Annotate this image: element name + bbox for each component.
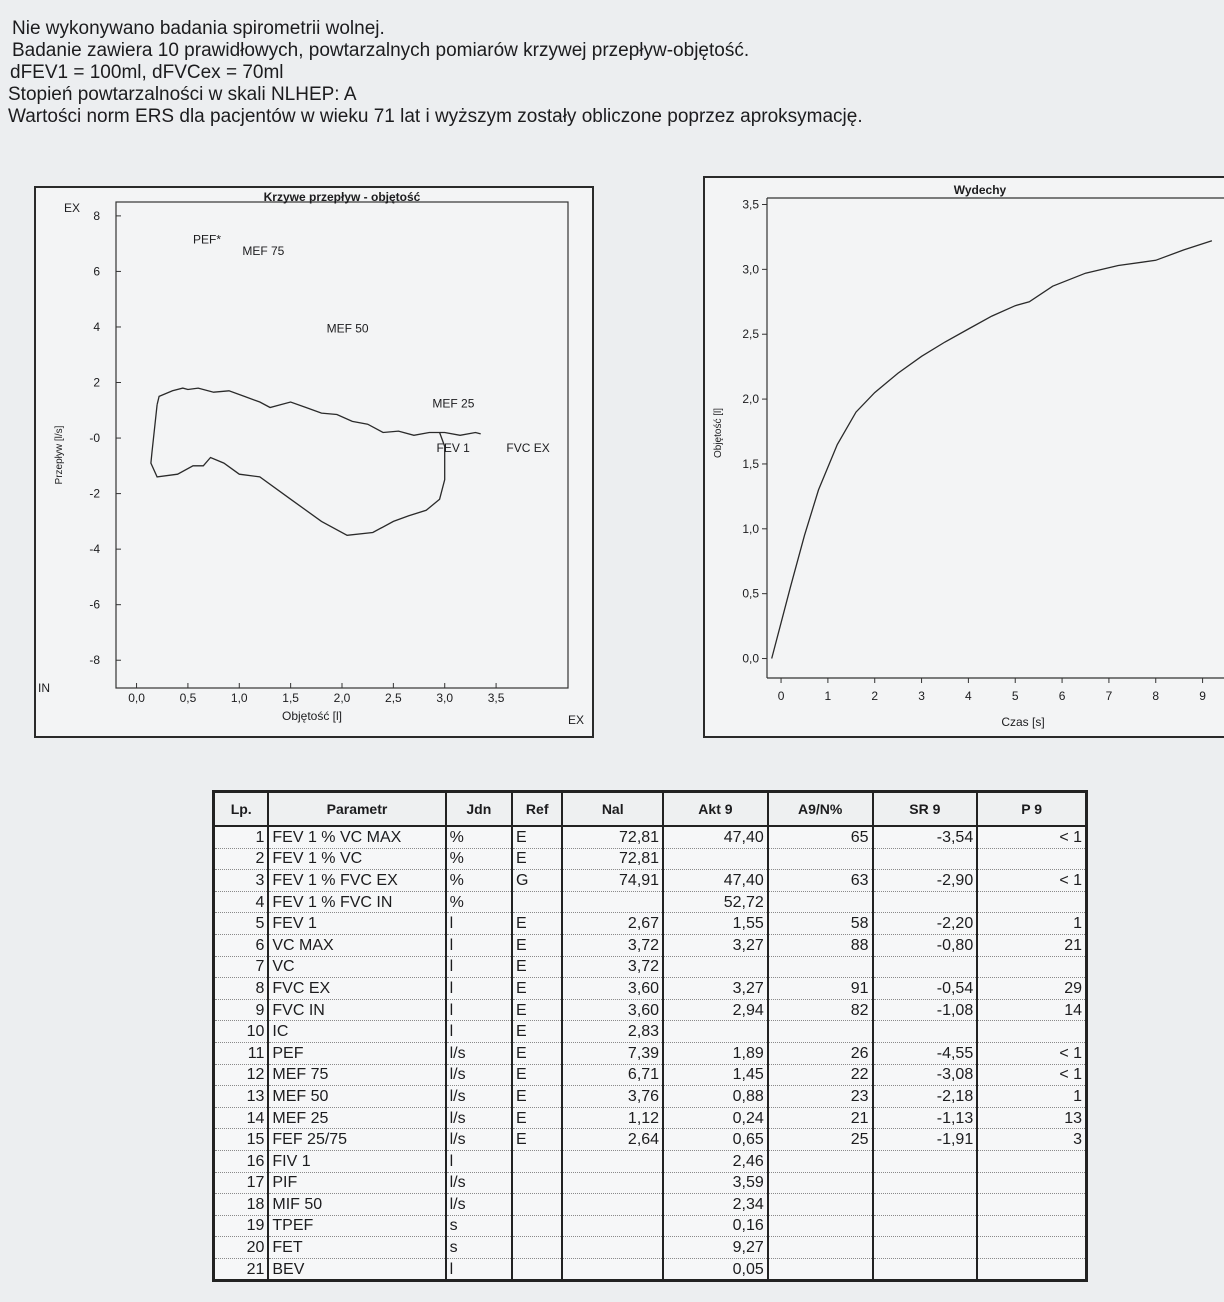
sr-value: -0,80 [873, 934, 978, 956]
predicted-value: 6,71 [562, 1064, 663, 1086]
reference [512, 1150, 562, 1172]
predicted-value: 1,12 [562, 1107, 663, 1129]
y-tick-label: -8 [89, 653, 100, 668]
table-row [214, 1064, 1087, 1086]
header-line: Badanie zawiera 10 prawidłowych, powtarzalnych pomiarów krzywej przepływ-objętość. [12, 40, 750, 61]
parameter-name: VC [268, 956, 445, 978]
x-tick-label: 1,0 [230, 691, 248, 705]
actual-value: 0,05 [663, 1258, 768, 1281]
percent-predicted [768, 1237, 873, 1259]
percent-predicted: 63 [768, 870, 873, 892]
x-tick-label: 2,0 [333, 691, 351, 705]
unit: l/s [446, 1107, 512, 1129]
reference: E [512, 1064, 562, 1086]
row-number: 15 [214, 1129, 269, 1151]
predicted-value: 2,67 [562, 913, 663, 935]
actual-value: 0,65 [663, 1129, 768, 1151]
p-value: 1 [977, 913, 1086, 935]
header-line: Wartości norm ERS dla pacjentów w wieku 71 lat i wyższym zostały obliczone poprzez aproksymację. [8, 106, 863, 127]
percent-predicted [768, 848, 873, 870]
reference: E [512, 848, 562, 870]
actual-value: 2,94 [663, 999, 768, 1021]
x-tick-label: 7 [1105, 689, 1113, 703]
series-line [772, 241, 1212, 659]
predicted-value [562, 1194, 663, 1216]
unit: l/s [446, 1172, 512, 1194]
percent-predicted [768, 891, 873, 913]
x-tick-label: 8 [1152, 689, 1160, 703]
table-row [214, 1150, 1087, 1172]
predicted-value [562, 1172, 663, 1194]
x-axis-label: Czas [s] [1001, 715, 1045, 729]
parameter-name: FEV 1 % VC MAX [268, 826, 445, 848]
percent-predicted: 22 [768, 1064, 873, 1086]
y-tick-label: 3,0 [742, 262, 759, 277]
parameter-name: VC MAX [268, 934, 445, 956]
table-row [214, 1129, 1087, 1151]
unit: l [446, 978, 512, 1000]
y-tick-label: 6 [93, 264, 100, 279]
reference: E [512, 1042, 562, 1064]
y-tick-label: 1,0 [742, 521, 759, 536]
predicted-value [562, 1215, 663, 1237]
unit: s [446, 1237, 512, 1259]
y-tick-label: 1,5 [742, 456, 759, 471]
table-row [214, 870, 1087, 892]
sr-value [873, 1215, 978, 1237]
reference [512, 1237, 562, 1259]
row-number: 7 [214, 956, 269, 978]
actual-value: 1,45 [663, 1064, 768, 1086]
sr-value [873, 1172, 978, 1194]
p-value: 21 [977, 934, 1086, 956]
p-value: 3 [977, 1129, 1086, 1151]
y-tick-label: -0 [89, 431, 100, 446]
predicted-value: 74,91 [562, 870, 663, 892]
parameter-name: TPEF [268, 1215, 445, 1237]
sr-value: -0,54 [873, 978, 978, 1000]
flow-volume-chart [36, 188, 592, 736]
table-row [214, 956, 1087, 978]
p-value: 1 [977, 1086, 1086, 1108]
percent-predicted: 25 [768, 1129, 873, 1151]
percent-predicted: 88 [768, 934, 873, 956]
col-header: Parametr [268, 792, 445, 827]
marker-label: MEF 25 [432, 396, 475, 411]
table-row [214, 891, 1087, 913]
sr-value: -3,08 [873, 1064, 978, 1086]
unit: % [446, 848, 512, 870]
actual-value: 0,88 [663, 1086, 768, 1108]
p-value [977, 1215, 1086, 1237]
x-tick-label: 1 [824, 689, 832, 703]
unit: l [446, 999, 512, 1021]
reference: E [512, 956, 562, 978]
predicted-value: 7,39 [562, 1042, 663, 1064]
reference: E [512, 934, 562, 956]
percent-predicted [768, 1194, 873, 1216]
marker-label: MEF 50 [326, 321, 369, 336]
unit: l [446, 1150, 512, 1172]
table-row [214, 1258, 1087, 1281]
predicted-value: 3,72 [562, 956, 663, 978]
table-row [214, 1215, 1087, 1237]
reference [512, 1172, 562, 1194]
p-value [977, 1237, 1086, 1259]
percent-predicted [768, 1021, 873, 1043]
table-row [214, 1086, 1087, 1108]
parameter-name: FEV 1 [268, 913, 445, 935]
percent-predicted [768, 1150, 873, 1172]
row-number: 16 [214, 1150, 269, 1172]
unit: % [446, 891, 512, 913]
actual-value: 1,55 [663, 913, 768, 935]
sr-value [873, 1150, 978, 1172]
percent-predicted: 21 [768, 1107, 873, 1129]
marker-label: FVC EX [506, 440, 550, 455]
percent-predicted [768, 1258, 873, 1281]
row-number: 10 [214, 1021, 269, 1043]
x-tick-label: 0 [777, 689, 785, 703]
parameters-table [212, 790, 1088, 1282]
unit: l/s [446, 1194, 512, 1216]
predicted-value: 72,81 [562, 848, 663, 870]
plot-area [116, 202, 568, 688]
sr-value: -2,90 [873, 870, 978, 892]
sr-value [873, 1194, 978, 1216]
reference [512, 1194, 562, 1216]
predicted-value [562, 1258, 663, 1281]
predicted-value: 72,81 [562, 826, 663, 848]
row-number: 1 [214, 826, 269, 848]
unit: l/s [446, 1042, 512, 1064]
unit: l [446, 1021, 512, 1043]
table-row [214, 1042, 1087, 1064]
actual-value: 0,16 [663, 1215, 768, 1237]
parameter-name: MEF 75 [268, 1064, 445, 1086]
table-row [214, 826, 1087, 848]
p-value [977, 1150, 1086, 1172]
col-header: A9/N% [768, 792, 873, 827]
corner-label: IN [38, 681, 50, 695]
y-tick-label: -2 [89, 486, 100, 501]
actual-value: 3,59 [663, 1172, 768, 1194]
parameter-name: MEF 50 [268, 1086, 445, 1108]
reference: E [512, 913, 562, 935]
percent-predicted: 58 [768, 913, 873, 935]
row-number: 20 [214, 1237, 269, 1259]
reference [512, 891, 562, 913]
percent-predicted: 26 [768, 1042, 873, 1064]
actual-value: 47,40 [663, 870, 768, 892]
unit: s [446, 1215, 512, 1237]
parameter-name: MIF 50 [268, 1194, 445, 1216]
p-value [977, 891, 1086, 913]
x-tick-label: 0,0 [128, 691, 145, 705]
unit: l/s [446, 1086, 512, 1108]
sr-value: -1,91 [873, 1129, 978, 1151]
actual-value: 3,27 [663, 978, 768, 1000]
parameter-name: FVC IN [268, 999, 445, 1021]
percent-predicted [768, 1172, 873, 1194]
x-tick-label: 0,5 [179, 691, 197, 705]
y-tick-label: 3,5 [742, 197, 759, 212]
y-tick-label: 2,5 [742, 327, 759, 342]
y-axis-label: Przepływ [l/s] [54, 425, 65, 485]
y-tick-label: 8 [93, 208, 100, 223]
corner-label: EX [64, 201, 81, 215]
sr-value [873, 1237, 978, 1259]
p-value [977, 1258, 1086, 1281]
parameter-name: FEV 1 % VC [268, 848, 445, 870]
table-row [214, 934, 1087, 956]
row-number: 2 [214, 848, 269, 870]
header-line: Nie wykonywano badania spirometrii wolnej. [12, 18, 385, 39]
reference [512, 1215, 562, 1237]
actual-value: 9,27 [663, 1237, 768, 1259]
row-number: 17 [214, 1172, 269, 1194]
table-row [214, 1194, 1087, 1216]
y-axis-label: Objętość [l] [713, 407, 724, 459]
sr-value [873, 1258, 978, 1281]
table-row [214, 1021, 1087, 1043]
col-header: Nal [562, 792, 663, 827]
sr-value [873, 1021, 978, 1043]
predicted-value: 2,83 [562, 1021, 663, 1043]
x-tick-label: 9 [1199, 689, 1206, 703]
unit: l [446, 1258, 512, 1281]
reference: E [512, 1021, 562, 1043]
y-tick-label: 4 [93, 319, 100, 334]
table-row [214, 999, 1087, 1021]
p-value: < 1 [977, 870, 1086, 892]
sr-value: -2,20 [873, 913, 978, 935]
reference: E [512, 978, 562, 1000]
row-number: 11 [214, 1042, 269, 1064]
header-line: dFEV1 = 100ml, dFVCex = 70ml [10, 62, 284, 83]
y-tick-label: 2,0 [742, 392, 759, 407]
report-header [8, 18, 1188, 128]
row-number: 18 [214, 1194, 269, 1216]
p-value [977, 1021, 1086, 1043]
parameter-name: FEV 1 % FVC IN [268, 891, 445, 913]
percent-predicted: 65 [768, 826, 873, 848]
predicted-value: 3,60 [562, 978, 663, 1000]
parameter-name: IC [268, 1021, 445, 1043]
p-value: 14 [977, 999, 1086, 1021]
y-tick-label: 0,5 [742, 586, 759, 601]
chart-title: Krzywe przepływ - objętość [263, 190, 421, 204]
col-header: Lp. [214, 792, 269, 827]
y-tick-label: -6 [89, 597, 100, 612]
header-line: Stopień powtarzalności w skali NLHEP: A [8, 84, 357, 105]
actual-value: 47,40 [663, 826, 768, 848]
actual-value [663, 1021, 768, 1043]
y-tick-label: 2 [93, 375, 100, 390]
p-value: 13 [977, 1107, 1086, 1129]
parameter-name: FEF 25/75 [268, 1129, 445, 1151]
flow-volume-panel [34, 186, 594, 738]
parameter-name: MEF 25 [268, 1107, 445, 1129]
table-row [214, 913, 1087, 935]
reference [512, 1258, 562, 1281]
sr-value: -2,18 [873, 1086, 978, 1108]
row-number: 13 [214, 1086, 269, 1108]
predicted-value: 3,60 [562, 999, 663, 1021]
col-header: P 9 [977, 792, 1086, 827]
parameter-name: FIV 1 [268, 1150, 445, 1172]
parameter-name: FET [268, 1237, 445, 1259]
actual-value: 2,46 [663, 1150, 768, 1172]
row-number: 21 [214, 1258, 269, 1281]
predicted-value [562, 1237, 663, 1259]
row-number: 8 [214, 978, 269, 1000]
col-header: Jdn [446, 792, 512, 827]
chart-title: Wydechy [953, 183, 1007, 197]
percent-predicted [768, 956, 873, 978]
x-tick-label: 3,0 [436, 691, 454, 705]
percent-predicted: 91 [768, 978, 873, 1000]
unit: l [446, 934, 512, 956]
reference: E [512, 1129, 562, 1151]
table-row [214, 1172, 1087, 1194]
x-tick-label: 4 [965, 689, 972, 703]
p-value [977, 848, 1086, 870]
actual-value [663, 848, 768, 870]
p-value [977, 1172, 1086, 1194]
parameter-name: FEV 1 % FVC EX [268, 870, 445, 892]
actual-value [663, 956, 768, 978]
sr-value [873, 848, 978, 870]
unit: l [446, 956, 512, 978]
sr-value: -1,08 [873, 999, 978, 1021]
row-number: 19 [214, 1215, 269, 1237]
p-value [977, 1194, 1086, 1216]
table-row [214, 1107, 1087, 1129]
actual-value: 0,24 [663, 1107, 768, 1129]
marker-label: MEF 75 [242, 243, 285, 258]
table-row [214, 1237, 1087, 1259]
predicted-value [562, 1150, 663, 1172]
parameter-name: PIF [268, 1172, 445, 1194]
reference: E [512, 1107, 562, 1129]
reference: E [512, 826, 562, 848]
unit: l [446, 913, 512, 935]
predicted-value: 2,64 [562, 1129, 663, 1151]
col-header: Ref [512, 792, 562, 827]
col-header: Akt 9 [663, 792, 768, 827]
reference: E [512, 1086, 562, 1108]
x-tick-label: 5 [1011, 689, 1019, 703]
sr-value: -3,54 [873, 826, 978, 848]
actual-value: 1,89 [663, 1042, 768, 1064]
p-value [977, 956, 1086, 978]
sr-value: -1,13 [873, 1107, 978, 1129]
row-number: 5 [214, 913, 269, 935]
reference: G [512, 870, 562, 892]
corner-label: EX [568, 713, 585, 727]
p-value: 29 [977, 978, 1086, 1000]
predicted-value: 3,72 [562, 934, 663, 956]
marker-label: FEV 1 [436, 440, 470, 455]
p-value: < 1 [977, 826, 1086, 848]
percent-predicted [768, 1215, 873, 1237]
x-tick-label: 2 [871, 689, 879, 703]
table-row [214, 978, 1087, 1000]
percent-predicted: 23 [768, 1086, 873, 1108]
x-tick-label: 6 [1058, 689, 1066, 703]
col-header: SR 9 [873, 792, 978, 827]
parameter-name: BEV [268, 1258, 445, 1281]
row-number: 9 [214, 999, 269, 1021]
predicted-value: 3,76 [562, 1086, 663, 1108]
p-value: < 1 [977, 1064, 1086, 1086]
actual-value: 3,27 [663, 934, 768, 956]
sr-value [873, 891, 978, 913]
table-row [214, 848, 1087, 870]
row-number: 12 [214, 1064, 269, 1086]
reference: E [512, 999, 562, 1021]
percent-predicted: 82 [768, 999, 873, 1021]
p-value: < 1 [977, 1042, 1086, 1064]
parameter-name: FVC EX [268, 978, 445, 1000]
actual-value: 52,72 [663, 891, 768, 913]
predicted-value [562, 891, 663, 913]
unit: l/s [446, 1064, 512, 1086]
parameter-name: PEF [268, 1042, 445, 1064]
x-tick-label: 1,5 [282, 691, 299, 705]
exhalation-chart [705, 178, 1224, 736]
row-number: 3 [214, 870, 269, 892]
y-tick-label: 0,0 [742, 651, 759, 666]
x-tick-label: 3 [918, 689, 925, 703]
marker-label: PEF* [193, 232, 222, 247]
x-axis-label: Objętość [l] [281, 709, 343, 723]
table-header-row [214, 792, 1087, 827]
unit: l/s [446, 1129, 512, 1151]
unit: % [446, 826, 512, 848]
row-number: 14 [214, 1107, 269, 1129]
sr-value: -4,55 [873, 1042, 978, 1064]
actual-value: 2,34 [663, 1194, 768, 1216]
x-tick-label: 2,5 [385, 691, 402, 705]
unit: % [446, 870, 512, 892]
row-number: 4 [214, 891, 269, 913]
sr-value [873, 956, 978, 978]
exhalation-panel [703, 176, 1224, 738]
row-number: 6 [214, 934, 269, 956]
x-tick-label: 3,5 [487, 691, 505, 705]
y-tick-label: -4 [89, 542, 100, 557]
